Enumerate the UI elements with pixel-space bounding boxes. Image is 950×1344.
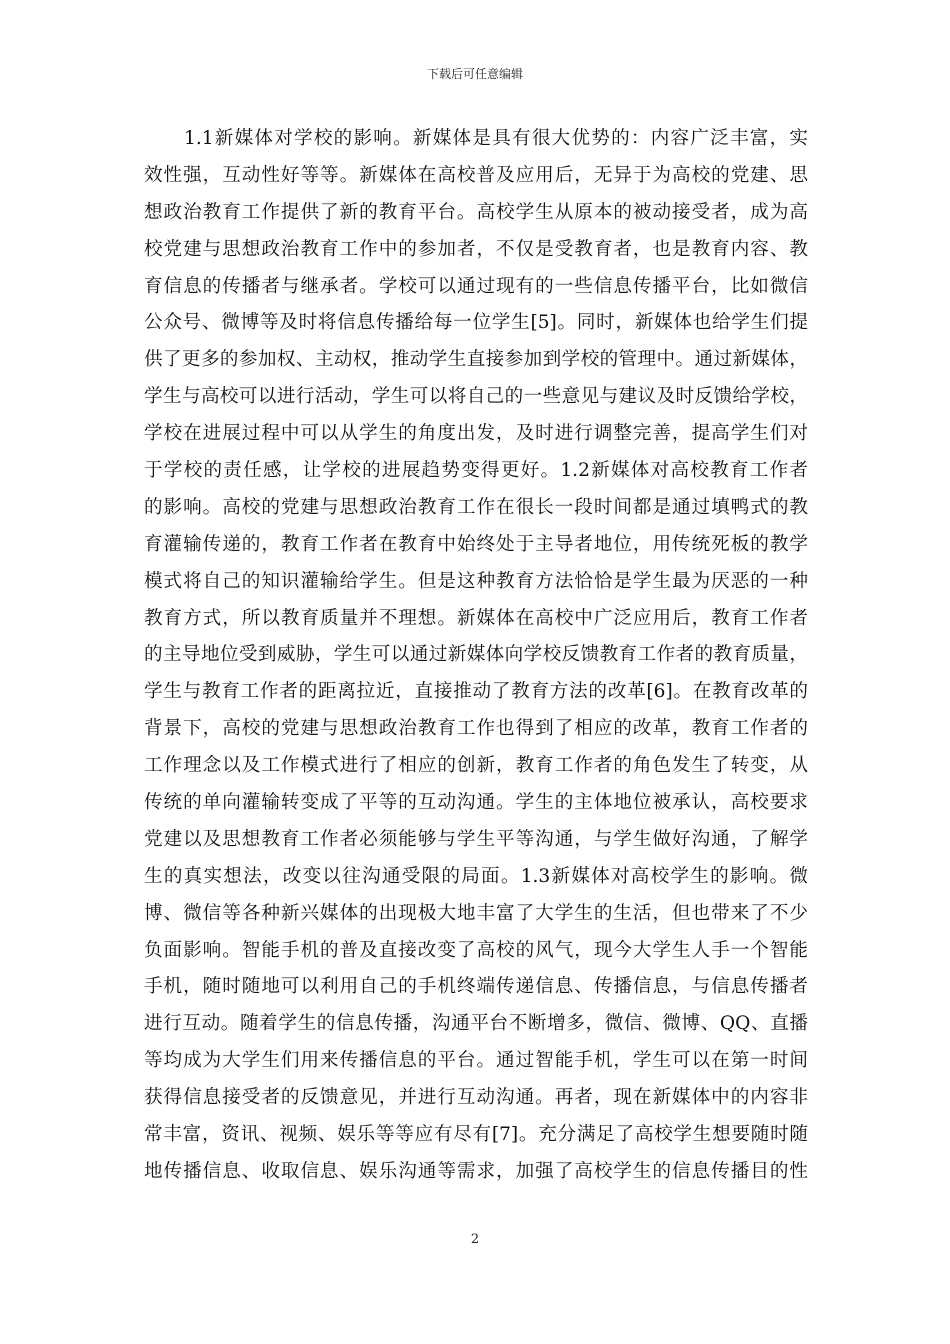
text-line: 模式将自己的知识灌输给学生。但是这种教育方法恰恰是学生最为厌恶的一种 bbox=[144, 570, 808, 592]
text-line: 传统的单向灌输转变成了平等的互动沟通。学生的主体地位被承认，高校要求 bbox=[144, 792, 808, 814]
text-line: 学生与高校可以进行活动，学生可以将自己的一些意见与建议及时反馈给学校， bbox=[144, 386, 808, 408]
text-line: 的主导地位受到威胁，学生可以通过新媒体向学校反馈教育工作者的教育质量， bbox=[144, 644, 808, 666]
text-line: 党建以及思想教育工作者必须能够与学生平等沟通，与学生做好沟通，了解学 bbox=[144, 828, 808, 850]
text-line: 想政治教育工作提供了新的教育平台。高校学生从原本的被动接受者，成为高 bbox=[144, 201, 808, 223]
text-line: 常丰富，资讯、视频、娱乐等等应有尽有[7]。充分满足了高校学生想要随时随 bbox=[144, 1124, 808, 1146]
text-line: 于学校的责任感，让学校的进展趋势变得更好。1.2新媒体对高校教育工作者 bbox=[144, 460, 808, 482]
text-line: 学生与教育工作者的距离拉近，直接推动了教育方法的改革[6]。在教育改革的 bbox=[144, 681, 808, 703]
text-line: 地传播信息、收取信息、娱乐沟通等需求，加强了高校学生的信息传播目的性 bbox=[144, 1160, 808, 1182]
text-line: 校党建与思想政治教育工作中的参加者，不仅是受教育者，也是教育内容、教 bbox=[144, 238, 808, 260]
text-line: 进行互动。随着学生的信息传播，沟通平台不断增多，微信、微博、QQ、直播 bbox=[144, 1013, 808, 1035]
text-line: 等均成为大学生们用来传播信息的平台。通过智能手机，学生可以在第一时间 bbox=[144, 1050, 808, 1072]
text-line: 育信息的传播者与继承者。学校可以通过现有的一些信息传播平台，比如微信 bbox=[144, 275, 808, 297]
text-line: 育灌输传递的，教育工作者在教育中始终处于主导者地位，用传统死板的教学 bbox=[144, 533, 808, 555]
text-line: 生的真实想法，改变以往沟通受限的局面。1.3新媒体对高校学生的影响。微 bbox=[144, 865, 808, 887]
text-line: 负面影响。智能手机的普及直接改变了高校的风气，现今大学生人手一个智能 bbox=[144, 939, 808, 961]
text-line: 背景下，高校的党建与思想政治教育工作也得到了相应的改革，教育工作者的 bbox=[144, 718, 808, 740]
text-line: 供了更多的参加权、主动权，推动学生直接参加到学校的管理中。通过新媒体， bbox=[144, 349, 808, 371]
text-line: 博、微信等各种新兴媒体的出现极大地丰富了大学生的生活，但也带来了不少 bbox=[144, 902, 808, 924]
page-number: 2 bbox=[470, 1232, 480, 1247]
page-header: 下载后可任意编辑 bbox=[426, 67, 523, 81]
body-text bbox=[144, 121, 808, 1191]
text-line: 效性强，互动性好等等。新媒体在高校普及应用后，无异于为高校的党建、思 bbox=[144, 164, 808, 186]
text-line: 学校在进展过程中可以从学生的角度出发，及时进行调整完善，提高学生们对 bbox=[144, 423, 808, 445]
text-line: 公众号、微博等及时将信息传播给每一位学生[5]。同时，新媒体也给学生们提 bbox=[144, 312, 808, 334]
text-line: 教育方式，所以教育质量并不理想。新媒体在高校中广泛应用后，教育工作者 bbox=[144, 607, 808, 629]
text-line: 手机，随时随地可以利用自己的手机终端传递信息、传播信息，与信息传播者 bbox=[144, 976, 808, 998]
text-line: 工作理念以及工作模式进行了相应的创新，教育工作者的角色发生了转变，从 bbox=[144, 755, 808, 777]
text-line: 的影响。高校的党建与思想政治教育工作在很长一段时间都是通过填鸭式的教 bbox=[144, 496, 808, 518]
text-line: 获得信息接受者的反馈意见，并进行互动沟通。再者，现在新媒体中的内容非 bbox=[144, 1087, 808, 1109]
text-line: 1.1新媒体对学校的影响。新媒体是具有很大优势的：内容广泛丰富，实 bbox=[184, 128, 808, 149]
